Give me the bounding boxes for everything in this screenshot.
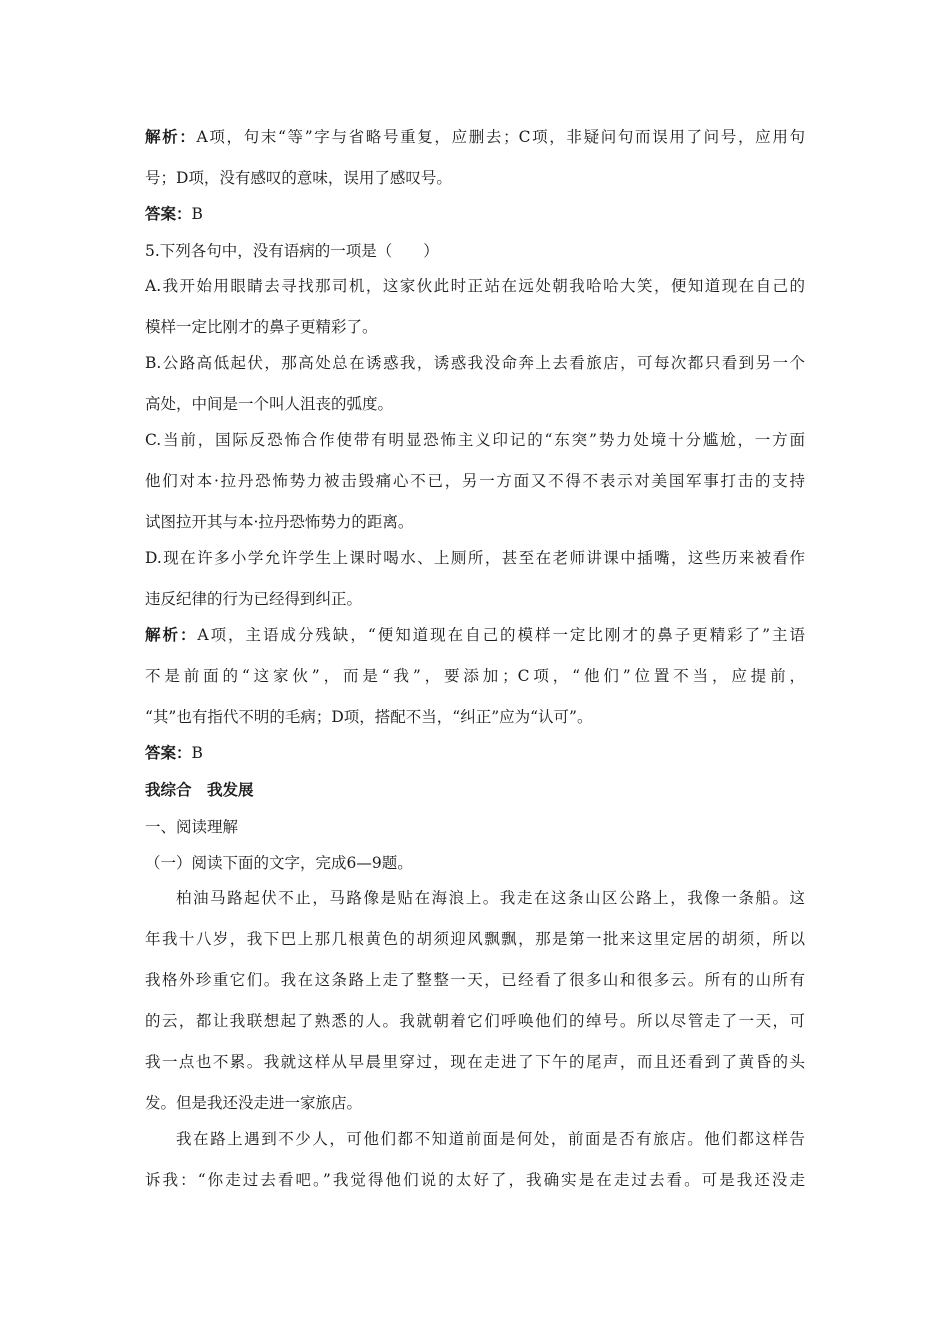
analysis-label: 解析： [145,625,198,644]
q5-option-c-line-2: 他们对本·拉丹恐怖势力被击毁痛心不已，另一方面又不得不表示对美国军事打击的支持 [145,472,805,490]
q5-option-c-line-3: 试图拉开其与本·拉丹恐怖势力的距离。 [145,513,414,531]
passage-p2-line-1: 我在路上遇到不少人，可他们都不知道前面是何处，前面是否有旅店。他们都这样告 [176,1130,805,1148]
answer-label: 答案： [145,743,192,762]
q4-analysis-line-1: 解析：A项，句末“等”字与省略号重复，应删去；C项，非疑问句而误用了问号，应用句 [145,127,805,146]
q5-option-a-line-2: 模样一定比刚才的鼻子更精彩了。 [145,318,378,336]
q5-option-b-line-1: B.公路高低起伏，那高处总在诱惑我，诱惑我没命奔上去看旅店，可每次都只看到另一个 [145,354,805,372]
analysis-label: 解析： [145,127,197,146]
q5-option-d-line-1: D.现在许多小学允许学生上课时喝水、上厕所，甚至在老师讲课中插嘴，这些历来被看作 [145,549,805,567]
q5-analysis-line-3: “其”也有指代不明的毛病；D项，搭配不当，“纠正”应为“认可”。 [145,708,593,726]
passage-p1-line-5: 我一点也不累。我就这样从早晨里穿过，现在走进了下午的尾声，而且还看到了黄昏的头 [145,1053,805,1071]
answer-value: B [191,205,203,223]
part-heading: 一、阅读理解 [145,818,239,836]
passage-p1-line-4: 的云，都让我联想起了熟悉的人。我就朝着它们呼唤他们的绰号。所以尽管走了一天，可 [145,1012,805,1030]
q5-analysis-line-2: 不是前面的“这家伙”，而是“我”，要添加；C项，“他们”位置不当，应提前， [145,667,805,685]
q5-stem: 5.下列各句中，没有语病的一项是（ ） [145,242,439,260]
q5-option-c-line-1: C.当前，国际反恐怖合作使带有明显恐怖主义印记的“东突”势力处境十分尴尬，一方面 [145,431,805,449]
q5-option-b-line-2: 高处，中间是一个叫人沮丧的弧度。 [145,395,394,413]
answer-value: B [191,744,203,762]
section-title: 我综合 我发展 [145,780,254,799]
passage-p2-line-2: 诉我：“你走过去看吧。”我觉得他们说的太好了，我确实是在走过去看。可是我还没走 [145,1171,805,1189]
passage-p1-line-3: 我格外珍重它们。我在这条路上走了整整一天，已经看了很多山和很多云。所有的山所有 [145,971,805,989]
passage-p1-line-1: 柏油马路起伏不止，马路像是贴在海浪上。我走在这条山区公路上，我像一条船。这 [176,889,805,907]
answer-label: 答案： [145,204,192,223]
q4-answer [145,204,203,224]
q4-analysis-line-2: 号；D项，没有感叹的意味，误用了感叹号。 [145,169,452,187]
passage-p1-line-6: 发。但是我还没走进一家旅店。 [145,1094,363,1112]
q5-option-a-line-1: A.我开始用眼睛去寻找那司机，这家伙此时正站在远处朝我哈哈大笑，便知道现在自己的 [145,277,805,295]
sub-heading: （一）阅读下面的文字，完成6—9题。 [145,854,413,872]
q5-option-d-line-2: 违反纪律的行为已经得到纠正。 [145,590,363,608]
q5-answer [145,743,203,763]
q5-analysis-line-1: 解析：A项，主语成分残缺，“便知道现在自己的模样一定比刚才的鼻子更精彩了”主语 [145,625,805,644]
passage-p1-line-2: 年我十八岁，我下巴上那几根黄色的胡须迎风飘飘，那是第一批来这里定居的胡须，所以 [145,930,805,948]
